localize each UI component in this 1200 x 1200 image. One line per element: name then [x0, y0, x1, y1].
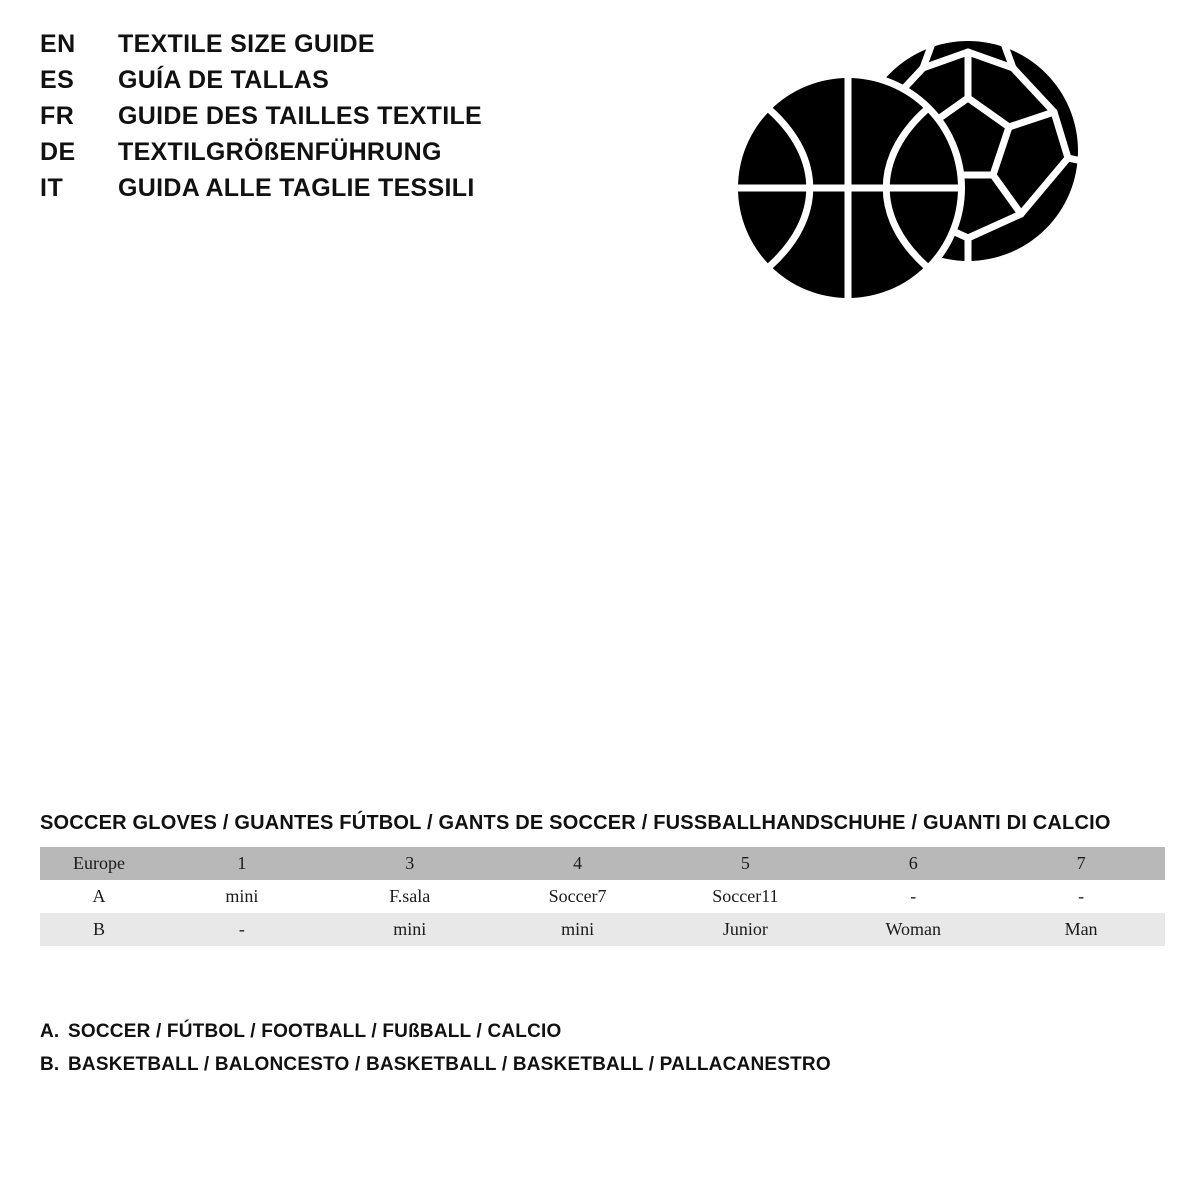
- language-text: TEXTILGRÖßENFÜHRUNG: [118, 138, 442, 166]
- table-cell: 4: [494, 847, 662, 880]
- table-cell: Soccer11: [661, 880, 829, 913]
- table-cell: mini: [494, 913, 662, 946]
- row-label: B: [40, 913, 158, 946]
- table-cell: Soccer7: [494, 880, 662, 913]
- table-row: [40, 880, 1165, 913]
- table-row: [40, 913, 1165, 946]
- legend-label: BASKETBALL / BALONCESTO / BASKETBALL / BASKETBALL / PALLACANESTRO: [68, 1054, 831, 1075]
- basketball-and-soccer-ball-icon: [718, 38, 1098, 328]
- legend-key: A.: [40, 1021, 60, 1042]
- language-text: GUIDA ALLE TAGLIE TESSILI: [118, 174, 475, 202]
- row-label: Europe: [40, 847, 158, 880]
- table-cell: Man: [997, 913, 1165, 946]
- legend-item: [40, 1015, 1040, 1048]
- legend: [40, 1015, 1040, 1081]
- table-cell: 1: [158, 847, 326, 880]
- table-cell: Junior: [661, 913, 829, 946]
- legend-item: [40, 1048, 1040, 1081]
- table-row: [40, 847, 1165, 880]
- language-code: DE: [40, 138, 76, 166]
- language-text: GUIDE DES TAILLES TEXTILE: [118, 102, 483, 130]
- legend-label: SOCCER / FÚTBOL / FOOTBALL / FUßBALL / CALCIO: [68, 1021, 562, 1042]
- size-table-title: SOCCER GLOVES / GUANTES FÚTBOL / GANTS DE SOCCER / FUSSBALLHANDSCHUHE / GUANTI DI CALCIO: [40, 812, 1111, 834]
- row-label: A: [40, 880, 158, 913]
- table-cell: 6: [829, 847, 997, 880]
- language-row: [40, 30, 740, 66]
- table-cell: -: [997, 880, 1165, 913]
- language-code: EN: [40, 30, 76, 58]
- size-table-section: [40, 812, 1165, 946]
- language-text: GUÍA DE TALLAS: [118, 66, 330, 94]
- table-cell: F.sala: [326, 880, 494, 913]
- basketball-icon: [731, 71, 965, 305]
- language-row: [40, 174, 740, 210]
- size-table: [40, 847, 1165, 946]
- table-cell: Woman: [829, 913, 997, 946]
- table-cell: 3: [326, 847, 494, 880]
- table-cell: 7: [997, 847, 1165, 880]
- language-code: FR: [40, 102, 75, 130]
- table-cell: mini: [158, 880, 326, 913]
- language-text: TEXTILE SIZE GUIDE: [118, 30, 375, 58]
- table-cell: 5: [661, 847, 829, 880]
- language-code: ES: [40, 66, 75, 94]
- language-list: [40, 30, 740, 210]
- language-row: [40, 138, 740, 174]
- table-cell: -: [158, 913, 326, 946]
- legend-key: B.: [40, 1054, 60, 1075]
- language-row: [40, 66, 740, 102]
- table-cell: -: [829, 880, 997, 913]
- language-code: IT: [40, 174, 64, 202]
- language-row: [40, 102, 740, 138]
- table-cell: mini: [326, 913, 494, 946]
